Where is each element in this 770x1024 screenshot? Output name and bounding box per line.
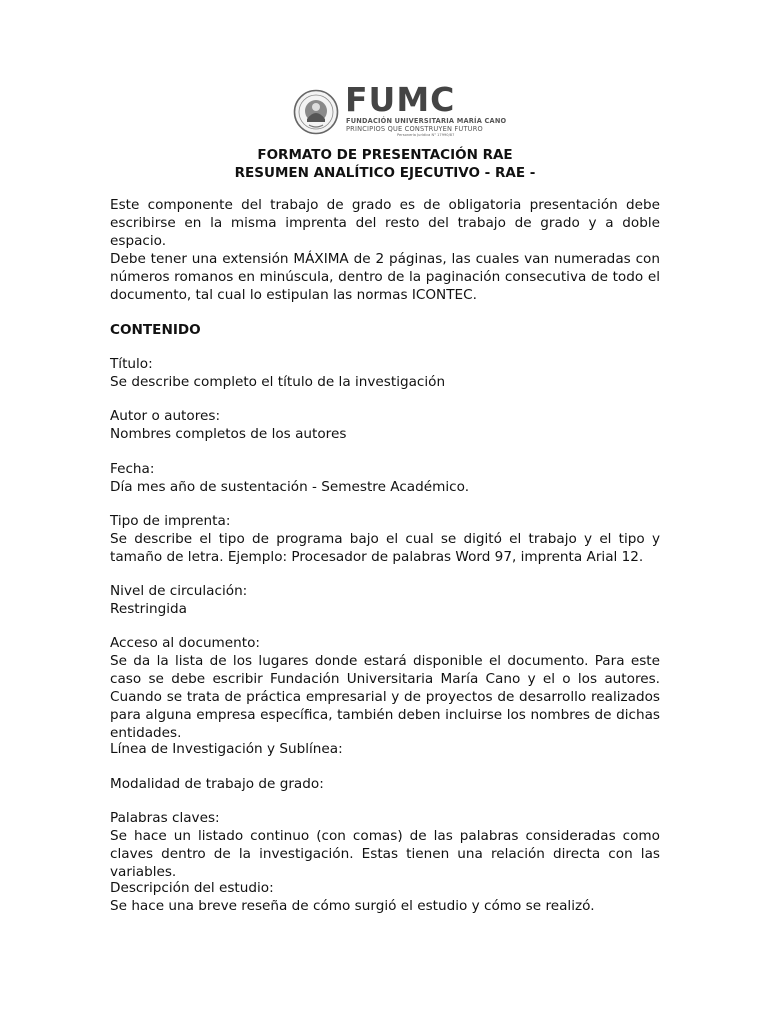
fumc-logo xyxy=(293,80,507,138)
autor-text: Nombres completos de los autores xyxy=(110,426,347,442)
fecha-text: Día mes año de sustentación - Semestre Académico. xyxy=(110,479,470,495)
institution-name: FUNDACIÓN UNIVERSITARIA MARÍA CANO xyxy=(346,117,507,125)
tipo-text: Se describe el tipo de programa bajo el cual se digitó el trabajo y el tipo y tamaño de letra. Ejemplo: Procesador de palabras Word 97, imprenta Arial 12. xyxy=(110,531,660,565)
intro-paragraph-2: Debe tener una extensión MÁXIMA de 2 páginas, las cuales van numeradas con números romanos en minúscula, dentro de la paginación consecutiva de todo el documento, tal cual lo estipulan las normas ICONTEC. xyxy=(110,251,660,303)
acceso-label: Acceso al documento: xyxy=(110,635,261,651)
document-title: FORMATO DE PRESENTACIÓN RAE xyxy=(257,147,513,163)
fecha-label: Fecha: xyxy=(110,461,155,477)
brand-name: FUMC xyxy=(345,80,456,119)
descripcion-label: Descripción del estudio: xyxy=(110,880,274,896)
titulo-text: Se describe completo el título de la investigación xyxy=(110,374,446,390)
institution-motto: PRINCIPIOS QUE CONSTRUYEN FUTURO xyxy=(346,125,483,133)
document-subtitle: RESUMEN ANALÍTICO EJECUTIVO - RAE - xyxy=(234,165,536,181)
modalidad-label: Modalidad de trabajo de grado: xyxy=(110,776,324,792)
palabras-text: Se hace un listado continuo (con comas) de las palabras consideradas como claves dentro de la investigación. Estas tienen una relación directa con las variables. xyxy=(110,828,660,880)
legal-registration: Personería Jurídica N° 17990/87 xyxy=(397,133,455,137)
contenido-heading: CONTENIDO xyxy=(110,322,201,338)
tipo-label: Tipo de imprenta: xyxy=(110,513,231,529)
intro-paragraph-1: Este componente del trabajo de grado es de obligatoria presentación debe escribirse en la misma imprenta del resto del trabajo de grado y a doble espacio. xyxy=(110,197,660,249)
descripcion-text: Se hace una breve reseña de cómo surgió el estudio y cómo se realizó. xyxy=(110,898,595,914)
nivel-text: Restringida xyxy=(110,601,187,617)
palabras-label: Palabras claves: xyxy=(110,810,220,826)
acceso-text: Se da la lista de los lugares donde estará disponible el documento. Para este caso se debe escribir Fundación Universitaria María Cano y el o los autores. Cuando se trata de práctica empresarial y de proyectos de desarrollo realizados para alguna empresa específica, también deben incluirse los nombres de dichas entidades. xyxy=(110,653,660,741)
linea-label: Línea de Investigación y Sublínea: xyxy=(110,741,343,757)
autor-label: Autor o autores: xyxy=(110,408,221,424)
university-seal-icon xyxy=(293,89,339,135)
nivel-label: Nivel de circulación: xyxy=(110,583,248,599)
titulo-label: Título: xyxy=(110,356,153,372)
